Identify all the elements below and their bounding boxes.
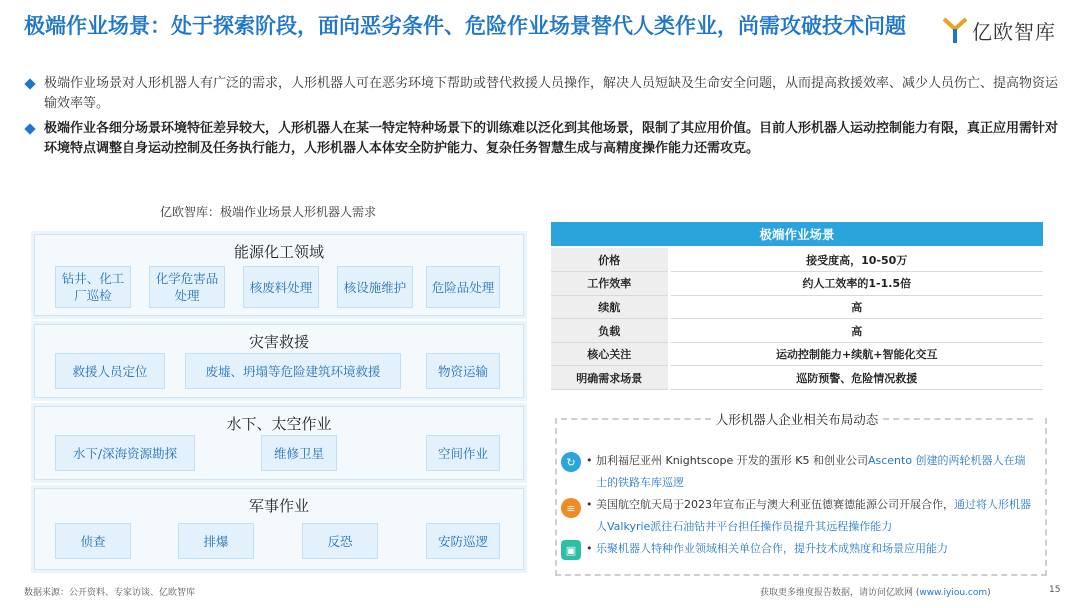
chip: 反恐 — [302, 523, 378, 559]
row-value: 约人工效率的1-1.5倍 — [669, 272, 1043, 296]
bullet-item — [24, 119, 1060, 159]
document-icon: ≡ — [561, 498, 581, 518]
news-item — [586, 538, 1036, 560]
bullet-dot: • — [586, 454, 593, 467]
footer-text: 获取更多维度报告数据，请访问亿欧网 ( — [760, 588, 920, 598]
panel-title: 军事作业 — [248, 497, 309, 515]
bullet-list — [24, 74, 1060, 164]
news-item — [586, 494, 1036, 538]
table-row — [551, 342, 1043, 366]
refresh-icon: ↻ — [561, 452, 581, 472]
bullet-item — [24, 74, 1060, 114]
panel-military — [34, 488, 524, 570]
chip: 侦查 — [55, 523, 131, 559]
diamond-bullet-icon — [24, 123, 35, 134]
footer-link[interactable]: www.iyiou.com — [919, 588, 988, 598]
chip: 救援人员定位 — [55, 353, 165, 389]
news-highlight: Ascento 创建的两轮机器人在瑞士的铁路车库巡逻 — [596, 454, 1026, 489]
chip: 维修卫星 — [261, 435, 337, 471]
footer-more — [760, 585, 991, 598]
chip: 核设施维护 — [337, 266, 413, 308]
panel-disaster-rescue — [34, 324, 524, 398]
table-row — [551, 248, 1043, 272]
chip: 钻井、化工厂巡检 — [55, 266, 131, 308]
panel-title: 水下、太空作业 — [226, 415, 332, 433]
news-item — [586, 450, 1036, 494]
bullet-text: 极端作业场景对人形机器人有广泛的需求，人形机器人可在恶劣环境下帮助或替代救援人员操作，解决人员短缺及生命安全问题，从而提高救援效率、减少人员伤亡、提高物资运输效率等。 — [44, 76, 1059, 111]
row-value: 巡防预警、危险情况救援 — [669, 366, 1043, 390]
news-text: 加利福尼亚州 Knightscope 开发的蛋形 K5 和创业公司 — [596, 454, 868, 467]
row-key: 负载 — [551, 319, 669, 343]
scenario-table — [551, 248, 1043, 390]
chip: 水下/深海资源勘探 — [55, 435, 195, 471]
panel-underwater-space — [34, 406, 524, 480]
logo-text: 亿欧智库 — [972, 19, 1056, 44]
row-value: 高 — [669, 319, 1043, 343]
chip: 危险品处理 — [426, 266, 500, 308]
bullet-dot: • — [586, 542, 593, 555]
panel-energy-chemical — [34, 234, 524, 316]
logo-mark-icon — [942, 15, 968, 45]
news-title: 人形机器人企业相关布局动态 — [551, 410, 1043, 428]
monitor-icon: ▣ — [561, 540, 581, 560]
row-value: 接受度高，10-50万 — [669, 248, 1043, 272]
row-key: 工作效率 — [551, 272, 669, 296]
row-key: 明确需求场景 — [551, 366, 669, 390]
chip: 安防巡逻 — [426, 523, 500, 559]
panel-title: 能源化工领域 — [233, 243, 324, 261]
bullet-dot: • — [586, 498, 593, 511]
row-key: 核心关注 — [551, 342, 669, 366]
diamond-bullet-icon — [24, 78, 35, 89]
news-text: 美国航空航天局于2023年宣布正与澳大利亚伍德赛德能源公司开展合作， — [596, 498, 954, 511]
row-value: 运动控制能力+续航+智能化交互 — [669, 342, 1043, 366]
news-highlight: 通过将人形机器人Valkyrie派往石油钻井平台担任操作员提升其远程操作能力 — [596, 498, 1031, 533]
bullet-text: 极端作业各细分场景环境特征差异较大，人形机器人在某一特定特种场景下的训练难以泛化到其他场景，限制了其应用价值。目前人形机器人运动控制能力有限，真正应用需针对环境特点调整自身运动控制及任务执行能力，人形机器人本体安全防护能力、复杂任务智慧生成与高精度操作能力还需攻克。 — [44, 121, 1059, 156]
chip: 化学危害品处理 — [149, 266, 225, 308]
table-row — [551, 272, 1043, 296]
table-header: 极端作业场景 — [551, 222, 1043, 246]
chip: 空间作业 — [426, 435, 500, 471]
brand-logo — [942, 14, 1062, 46]
table-row — [551, 295, 1043, 319]
row-key: 续航 — [551, 295, 669, 319]
table-row — [551, 366, 1043, 390]
diagram-title: 亿欧智库：极端作业场景人形机器人需求 — [160, 205, 377, 219]
chip: 物资运输 — [426, 353, 500, 389]
page-title: 极端作业场景：处于探索阶段，面向恶劣条件、危险作业场景替代人类作业，尚需攻破技术问题 — [24, 14, 906, 38]
news-highlight: 乐聚机器人特种作业领域相关单位合作，提升技术成熟度和场景应用能力 — [596, 542, 948, 555]
row-value: 高 — [669, 295, 1043, 319]
source-note: 数据来源：公开资料、专家访谈、亿欧智库 — [24, 588, 196, 598]
table-row — [551, 319, 1043, 343]
row-key: 价格 — [551, 248, 669, 272]
page-number: 15 — [1049, 585, 1061, 595]
panel-title: 灾害救援 — [248, 333, 309, 351]
chip: 核废料处理 — [243, 266, 319, 308]
chip: 排爆 — [178, 523, 254, 559]
chip: 废墟、坍塌等危险建筑环境救援 — [185, 353, 401, 389]
footer-text-close: ) — [987, 588, 991, 598]
